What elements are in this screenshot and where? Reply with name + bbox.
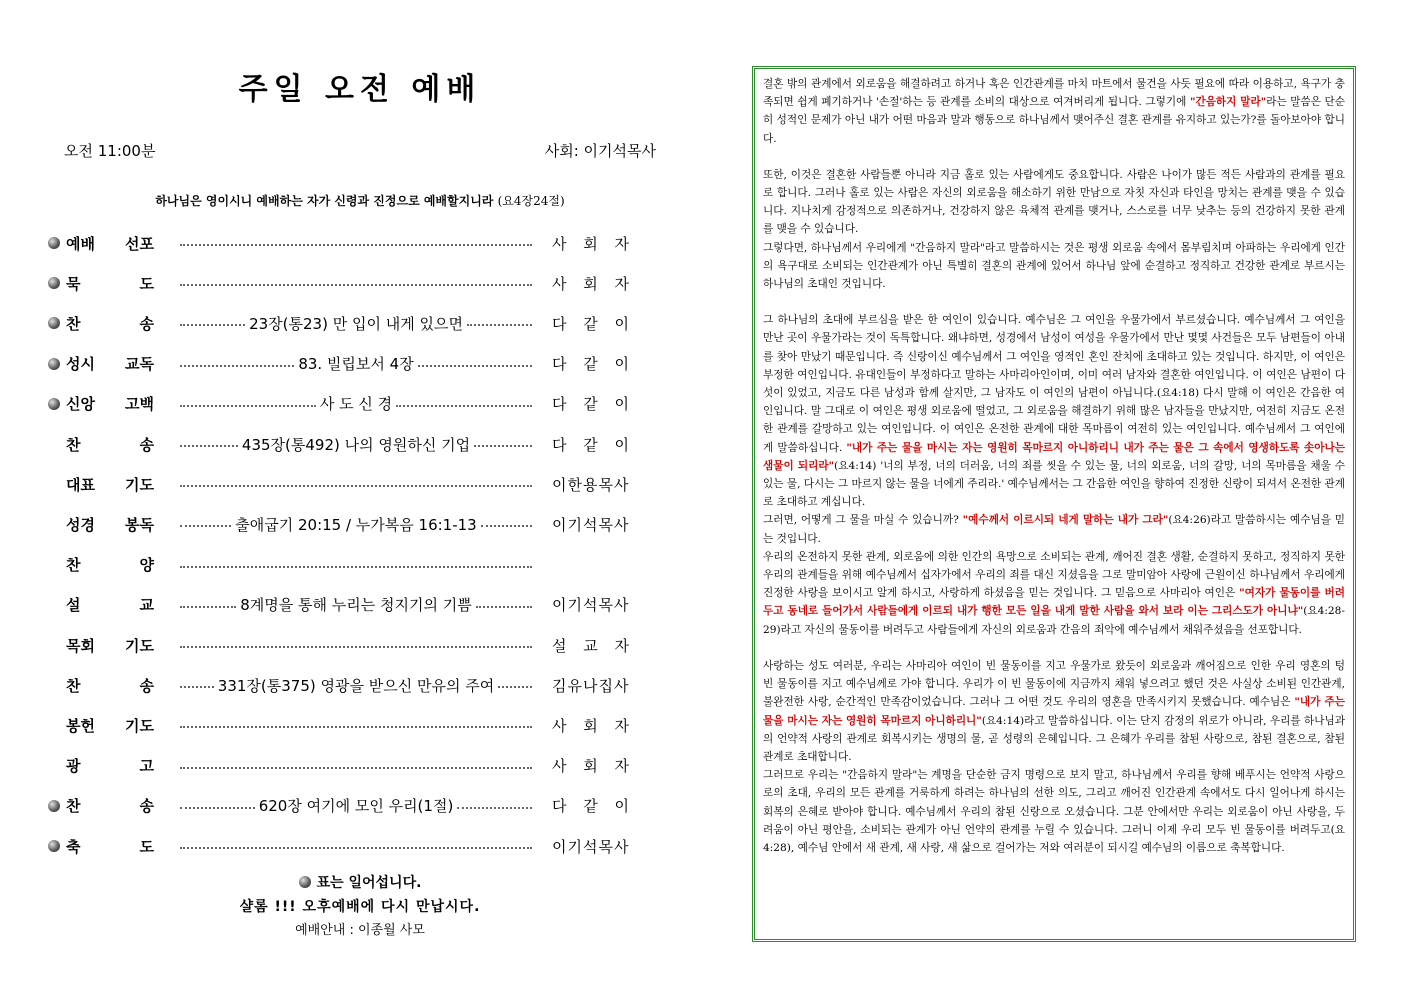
paragraph-gap bbox=[763, 293, 1345, 311]
stand-bullet-icon bbox=[48, 237, 60, 249]
order-content bbox=[176, 675, 536, 696]
order-item-name bbox=[66, 393, 176, 414]
order-row bbox=[48, 308, 688, 338]
page-title: 주일 오전 예배 bbox=[238, 72, 482, 107]
bulletin-footer bbox=[40, 872, 680, 938]
order-content bbox=[176, 724, 536, 726]
order-item-name bbox=[66, 474, 176, 495]
bulletin-left-page bbox=[40, 60, 680, 960]
sermon-text: (요4:14) '너의 부정, 너의 더러움, 너의 죄를 씻을 수 있는 물, 너의 외로움, 너의 갈망, 너의 목마름을 채울 수 있는 물, 다시는 그 마르지 않는 물을 너에게 주리라.' 예수님께서는 그 간음한 여인을 향하여 진정한 신랑이 되셔서 온전한 관계로 초대하고 계십니다. bbox=[763, 459, 1345, 509]
sermon-text: (요4:28-29)라고 자신의 물동이를 버려두고 사람들에게 자신의 외로움과 간음의 죄악에 예수님께서 채워주셨음을 선포합니다. bbox=[763, 605, 1345, 636]
order-item-name bbox=[66, 795, 176, 816]
order-leader: 사 회 자 bbox=[552, 716, 636, 735]
service-guide: 예배안내 : 이종월 사모 bbox=[295, 923, 425, 938]
service-host: 사회: 이기석목사 bbox=[544, 142, 656, 160]
dot-leader bbox=[474, 445, 532, 447]
order-item-name bbox=[66, 273, 176, 294]
order-row bbox=[48, 791, 688, 821]
order-item-part: 고백 bbox=[125, 395, 154, 414]
order-item-part: 찬 bbox=[66, 797, 81, 816]
paragraph-gap bbox=[763, 148, 1345, 166]
order-content-text: 331장(통375) 영광을 받으신 만유의 주여 bbox=[217, 676, 495, 695]
sermon-paragraph bbox=[763, 311, 1345, 511]
order-item-part: 기도 bbox=[125, 475, 154, 494]
dot-leader bbox=[180, 405, 316, 407]
order-leader: 다 같 이 bbox=[552, 314, 636, 333]
sermon-highlight: "내가 주는 물을 마시는 자는 영원히 목마르지 아니하리니 내가 주는 물은 그 속에서 영생하도록 솟아나는 샘물이 되리라" bbox=[763, 441, 1345, 472]
order-row bbox=[48, 670, 688, 700]
order-item-part: 교 bbox=[139, 596, 154, 615]
dot-leader bbox=[180, 646, 532, 648]
order-row bbox=[48, 228, 688, 258]
order-item-part: 대표 bbox=[66, 475, 95, 494]
order-row bbox=[48, 469, 688, 499]
order-item-part: 도 bbox=[139, 274, 154, 293]
dot-leader bbox=[457, 807, 532, 809]
dot-leader bbox=[180, 847, 532, 849]
order-item-part: 찬 bbox=[66, 676, 81, 695]
greeting: 샬롬 !!! 오후예배에 다시 만납시다. bbox=[239, 899, 481, 915]
order-content bbox=[176, 514, 536, 535]
sermon-paragraph bbox=[763, 548, 1345, 639]
order-content-text: 출애굽기 20:15 / 누가복음 16:1-13 bbox=[235, 515, 477, 534]
order-leader: 다 같 이 bbox=[552, 797, 636, 816]
order-item-part: 봉헌 bbox=[66, 716, 95, 735]
order-leader: 다 같 이 bbox=[552, 395, 636, 414]
sermon-paragraph: 그러므로 우리는 "간음하지 말라"는 계명을 단순한 금지 명령으로 보지 말고, 하나님께서 우리를 향해 베푸시는 언약적 사랑으로의 초대, 우리의 모든 관계를 거룩하게 하려는 하나님의 선한 의도, 그리고 깨어진 인간관계 속에서도 다시 일어나게 하시는 회복의 은혜로 받아야 합니다. 예수님께서 우리의 참된 신랑으로 오셨습니다. 그분 안에서만 우리는 외로움이 아닌 사랑을, 두려움이 아닌 평안을, 소비되는 관계가 아닌 언약의 관계를 누릴 수 있습니다. 그러니 이제 우리 모두 빈 물동이를 버려두고(요4:28), 예수님 안에서 새 관계, 새 사랑, 새 삶으로 걸어가는 저와 여러분이 되시길 예수님의 이름으로 축복합니다. bbox=[763, 769, 1345, 854]
dot-leader bbox=[418, 365, 532, 367]
stand-note bbox=[40, 872, 680, 892]
order-item-part: 기도 bbox=[125, 636, 154, 655]
stand-bullet-icon bbox=[48, 277, 60, 289]
dot-leader bbox=[481, 525, 532, 527]
order-item-name bbox=[66, 554, 176, 575]
dot-leader bbox=[467, 324, 532, 326]
order-item-part: 송 bbox=[139, 435, 154, 454]
order-item-name bbox=[66, 755, 176, 776]
sermon-paragraph bbox=[763, 511, 1345, 547]
order-leader: 이기석목사 bbox=[552, 596, 630, 615]
order-row bbox=[48, 429, 688, 459]
order-content-text: 435장(통492) 나의 영원하신 기업 bbox=[241, 435, 471, 454]
order-item-name bbox=[66, 715, 176, 736]
order-row bbox=[48, 590, 688, 620]
order-item-part: 기도 bbox=[125, 716, 154, 735]
sermon-text: 그 하나님의 초대에 부르심을 받은 한 여인이 있습니다. 예수님은 그 여인을 우물가에서 부르셨습니다. 예수님께서 그 여인을 만난 곳이 우물가라는 것이 독특합니다. 왜냐하면, 성경에서 남성이 여성을 우물가에서 만난 몇몇 사건들은 모두 남편들이 아내를 찾아 만났기 때문입니다. 즉 신랑이신 예수님께서 그 여인을 영적인 혼인 잔치에 초대하고 있는 것입니다. 하지만, 이 여인은 부정한 여인입니다. 유대인들이 부정하다고 말하는 사마리아인이며, 이미 여러 남자와 결혼한 여인입니다. 이 여인은 남편이 다섯이 있었고, 지금도 다른 남성과 함께 살지만, 그 남자도 이 여인의 남편이 아닙니다.(요4:18) 다시 말해 이 여인은 간음한 여인입니다. 말 그대로 이 여인은 평생 외로움에 떨었고, 그 외로움을 해결하기 위해 많은 남자들을 만났지만, 여전히 지금도 온전한 관계를 갈망하고 있는 여인입니다. 이 여인은 온전한 관계에 대한 목마름이 여전히 있는 여인입니다. 예수님께서 그 여인에게 말씀하십니다. bbox=[763, 314, 1345, 454]
order-row bbox=[48, 509, 688, 539]
order-item-part: 찬 bbox=[66, 314, 81, 333]
order-leader: 김유나집사 bbox=[552, 676, 630, 695]
order-row bbox=[48, 831, 688, 861]
order-item-name bbox=[66, 353, 176, 374]
theme-verse-text: 하나님은 영이시니 예배하는 자가 신령과 진정으로 예배할지니라 bbox=[155, 194, 494, 208]
order-content bbox=[176, 594, 536, 615]
order-content-text: 사 도 신 경 bbox=[319, 395, 393, 414]
order-content-text: 620장 여기에 모인 우리(1절) bbox=[258, 797, 454, 816]
sermon-paragraph bbox=[763, 657, 1345, 766]
order-item-part: 목회 bbox=[66, 636, 95, 655]
order-item-name bbox=[66, 836, 176, 857]
order-item-part: 선포 bbox=[125, 234, 154, 253]
sermon-highlight: "내가 주는 물을 마시는 자는 영원히 목마르지 아니하리니" bbox=[763, 696, 1345, 727]
order-content bbox=[176, 564, 536, 566]
order-item-part: 송 bbox=[139, 676, 154, 695]
stand-note-text: 표는 일어섭니다. bbox=[316, 875, 422, 891]
order-leader: 설 교 자 bbox=[552, 636, 636, 655]
stand-bullet-icon bbox=[299, 876, 311, 888]
order-item-part: 성시 bbox=[66, 355, 95, 374]
sermon-text: 그러면, 어떻게 그 물을 마실 수 있습니까? bbox=[763, 514, 963, 527]
dot-leader bbox=[498, 686, 532, 688]
order-item-name bbox=[66, 313, 176, 334]
order-content-text: 8계명을 통해 누리는 청지기의 기쁨 bbox=[240, 596, 472, 615]
order-item-part: 봉독 bbox=[125, 515, 154, 534]
sermon-text: (요4:14)라고 말씀하십니다. 이는 단지 감정의 위로가 아니라, 우리를 하나님과의 언약적 사랑의 관계로 회복시키는 생명의 물, 곧 성령의 은혜입니다. 그 은혜가 우리를 참된 사랑으로, 참된 결혼으로, 참된 관계로 초대합니다. bbox=[763, 714, 1345, 763]
order-content bbox=[176, 313, 536, 334]
order-row bbox=[48, 630, 688, 660]
sermon-paragraph: 그렇다면, 하나님께서 우리에게 "간음하지 말라"라고 말씀하시는 것은 평생 외로움 속에서 몸부림치며 아파하는 우리에게 인간의 욕구대로 소비되는 인간관계가 아닌 특별히 결혼의 관계에 있어서 하나님 앞에 순결하고 정직하고 건강한 관계로 부르시는 하나님의 초대인 것입니다. bbox=[763, 241, 1345, 291]
order-content bbox=[176, 393, 536, 414]
dot-leader bbox=[180, 606, 236, 608]
order-leader: 다 같 이 bbox=[552, 355, 636, 374]
order-item-part: 광 bbox=[66, 757, 81, 776]
order-item-part: 묵 bbox=[66, 274, 81, 293]
order-item-name bbox=[66, 233, 176, 254]
sermon-highlight: "예수께서 이르시되 네게 말하는 내가 그라" bbox=[962, 514, 1169, 527]
order-item-part: 설 bbox=[66, 596, 81, 615]
order-leader: 사 회 자 bbox=[552, 274, 636, 293]
theme-verse-ref: (요4장24절) bbox=[497, 194, 565, 208]
sermon-paragraph: 또한, 이것은 결혼한 사람들뿐 아니라 지금 홀로 있는 사람에게도 중요합니다. 사람은 나이가 많든 적든 사람과의 관계를 필요로 합니다. 그러나 홀로 있는 사람은 자신의 외로움을 해소하기 위한 만남으로 자칫 자신과 타인을 망치는 관계를 맺을 수 있습니다. 지나치게 감정적으로 의존하거나, 건강하지 않은 육체적 관계를 맺거나, 스스로를 너무 낮추는 등의 건강하지 못한 관계를 맺을 수 있습니다. bbox=[763, 168, 1345, 236]
order-content bbox=[176, 644, 536, 646]
stand-bullet-icon bbox=[48, 358, 60, 370]
order-row bbox=[48, 349, 688, 379]
order-item-part: 고 bbox=[139, 757, 154, 776]
order-item-name bbox=[66, 434, 176, 455]
order-item-name bbox=[66, 635, 176, 656]
order-leader: 다 같 이 bbox=[552, 435, 636, 454]
order-item-name bbox=[66, 675, 176, 696]
order-row bbox=[48, 751, 688, 781]
order-content bbox=[176, 795, 536, 816]
order-item-part: 축 bbox=[66, 837, 81, 856]
order-leader: 사 회 자 bbox=[552, 234, 636, 253]
theme-verse bbox=[40, 192, 680, 209]
paragraph-gap bbox=[763, 639, 1345, 657]
sermon-text: 라는 말씀은 단순히 성적인 문제가 아닌 내가 어떤 마음과 말과 행동으로 하나님께서 맺어주신 결혼 관계를 유지하고 있는가?를 돌아보아야 합니다. bbox=[763, 96, 1346, 145]
order-item-part: 양 bbox=[139, 556, 154, 575]
order-item-part: 송 bbox=[139, 797, 154, 816]
order-content-text: 23장(통23) 만 입이 내게 있으면 bbox=[249, 314, 463, 333]
order-item-part: 찬 bbox=[66, 435, 81, 454]
dot-leader bbox=[180, 324, 245, 326]
order-item-part: 성경 bbox=[66, 515, 95, 534]
stand-bullet-icon bbox=[48, 317, 60, 329]
sermon-highlight: "간음하지 말라" bbox=[1189, 96, 1267, 109]
dot-leader bbox=[180, 686, 214, 688]
order-item-part: 송 bbox=[139, 314, 154, 333]
order-content bbox=[176, 483, 536, 485]
dot-leader bbox=[180, 445, 238, 447]
sermon-highlight: "여자가 물동이를 버려 두고 동네로 들어가서 사람들에게 이르되 내가 행한 모든 일을 내게 말한 사람을 와서 보라 이는 그리스도가 아니냐" bbox=[763, 587, 1345, 618]
dot-leader bbox=[180, 566, 532, 568]
order-content bbox=[176, 434, 536, 455]
order-item-part: 찬 bbox=[66, 556, 81, 575]
order-content bbox=[176, 845, 536, 847]
dot-leader bbox=[180, 485, 532, 487]
order-content bbox=[176, 765, 536, 767]
order-row bbox=[48, 389, 688, 419]
order-content-text: 83. 빌립보서 4장 bbox=[298, 355, 414, 374]
dot-leader bbox=[180, 244, 532, 246]
order-item-part: 도 bbox=[139, 837, 154, 856]
order-leader: 사 회 자 bbox=[552, 757, 636, 776]
dot-leader bbox=[396, 405, 532, 407]
dot-leader bbox=[180, 807, 255, 809]
dot-leader bbox=[180, 525, 231, 527]
order-leader: 이기석목사 bbox=[552, 515, 630, 534]
service-time: 오전 11:00분 bbox=[64, 142, 156, 160]
order-item-part: 교독 bbox=[125, 355, 154, 374]
sermon-text: 결혼 밖의 관계에서 외로움을 해결하려고 하거나 혹은 인간관계를 마치 마트에서 물건을 사듯 필요에 따라 이용하고, 욕구가 충족되면 쉽게 폐기하거나 '손절'하는 등 관계를 소비의 대상으로 여겨버리게 됩니다. 그렇기에 bbox=[763, 78, 1345, 109]
order-content bbox=[176, 282, 536, 284]
sermon-text: (요4:26)라고 말씀하시는 예수님을 믿는 것입니다. bbox=[763, 514, 1345, 545]
order-leader: 이기석목사 bbox=[552, 837, 630, 856]
order-item-name bbox=[66, 594, 176, 615]
stand-bullet-icon bbox=[48, 840, 60, 852]
stand-bullet-icon bbox=[48, 800, 60, 812]
order-row bbox=[48, 268, 688, 298]
order-item-part: 예배 bbox=[66, 234, 95, 253]
dot-leader bbox=[180, 365, 294, 367]
order-row bbox=[48, 710, 688, 740]
dot-leader bbox=[180, 284, 532, 286]
order-content bbox=[176, 242, 536, 244]
sermon-text: 우리의 온전하지 못한 관계, 외로움에 의한 인간의 욕망으로 소비되는 관계, 깨어진 결혼 생활, 순결하지 못하고, 정직하지 못한 우리의 관계들을 위해 예수님께서 십자가에서 우리의 죄를 대신 지셨음을 그로 말미암아 사랑에 근원이신 하나님께서 우리에게 진정한 사랑을 보이시고 알게 하시고, 사랑하게 하셨음을 믿는 것입니다. 그 믿음으로 사마리아 여인은 bbox=[763, 550, 1345, 600]
order-leader: 이한용목사 bbox=[552, 475, 630, 494]
stand-bullet-icon bbox=[48, 398, 60, 410]
sermon-box bbox=[752, 66, 1356, 942]
order-item-part: 신앙 bbox=[66, 395, 95, 414]
sermon-paragraph bbox=[763, 75, 1345, 148]
sermon-text: 사랑하는 성도 여러분, 우리는 사마리아 여인이 빈 물동이를 지고 우물가로 왔듯이 외로움과 깨어짐으로 인한 우리 영혼의 텅 빈 물동이를 지고 예수님께로 가야 합니다. 우리가 이 빈 물동이에 지금까지 채워 넣으려고 했던 것은 사실상 소비된 인간관계, 불완전한 사랑, 순간적인 만족감이었습니다. 그러나 그 어떤 것도 우리의 영혼을 만족시키지 못했습니다. 예수님은 bbox=[763, 659, 1345, 709]
dot-leader bbox=[180, 726, 532, 728]
order-row bbox=[48, 550, 688, 580]
order-item-name bbox=[66, 514, 176, 535]
dot-leader bbox=[476, 606, 532, 608]
order-content bbox=[176, 353, 536, 374]
dot-leader bbox=[180, 767, 532, 769]
